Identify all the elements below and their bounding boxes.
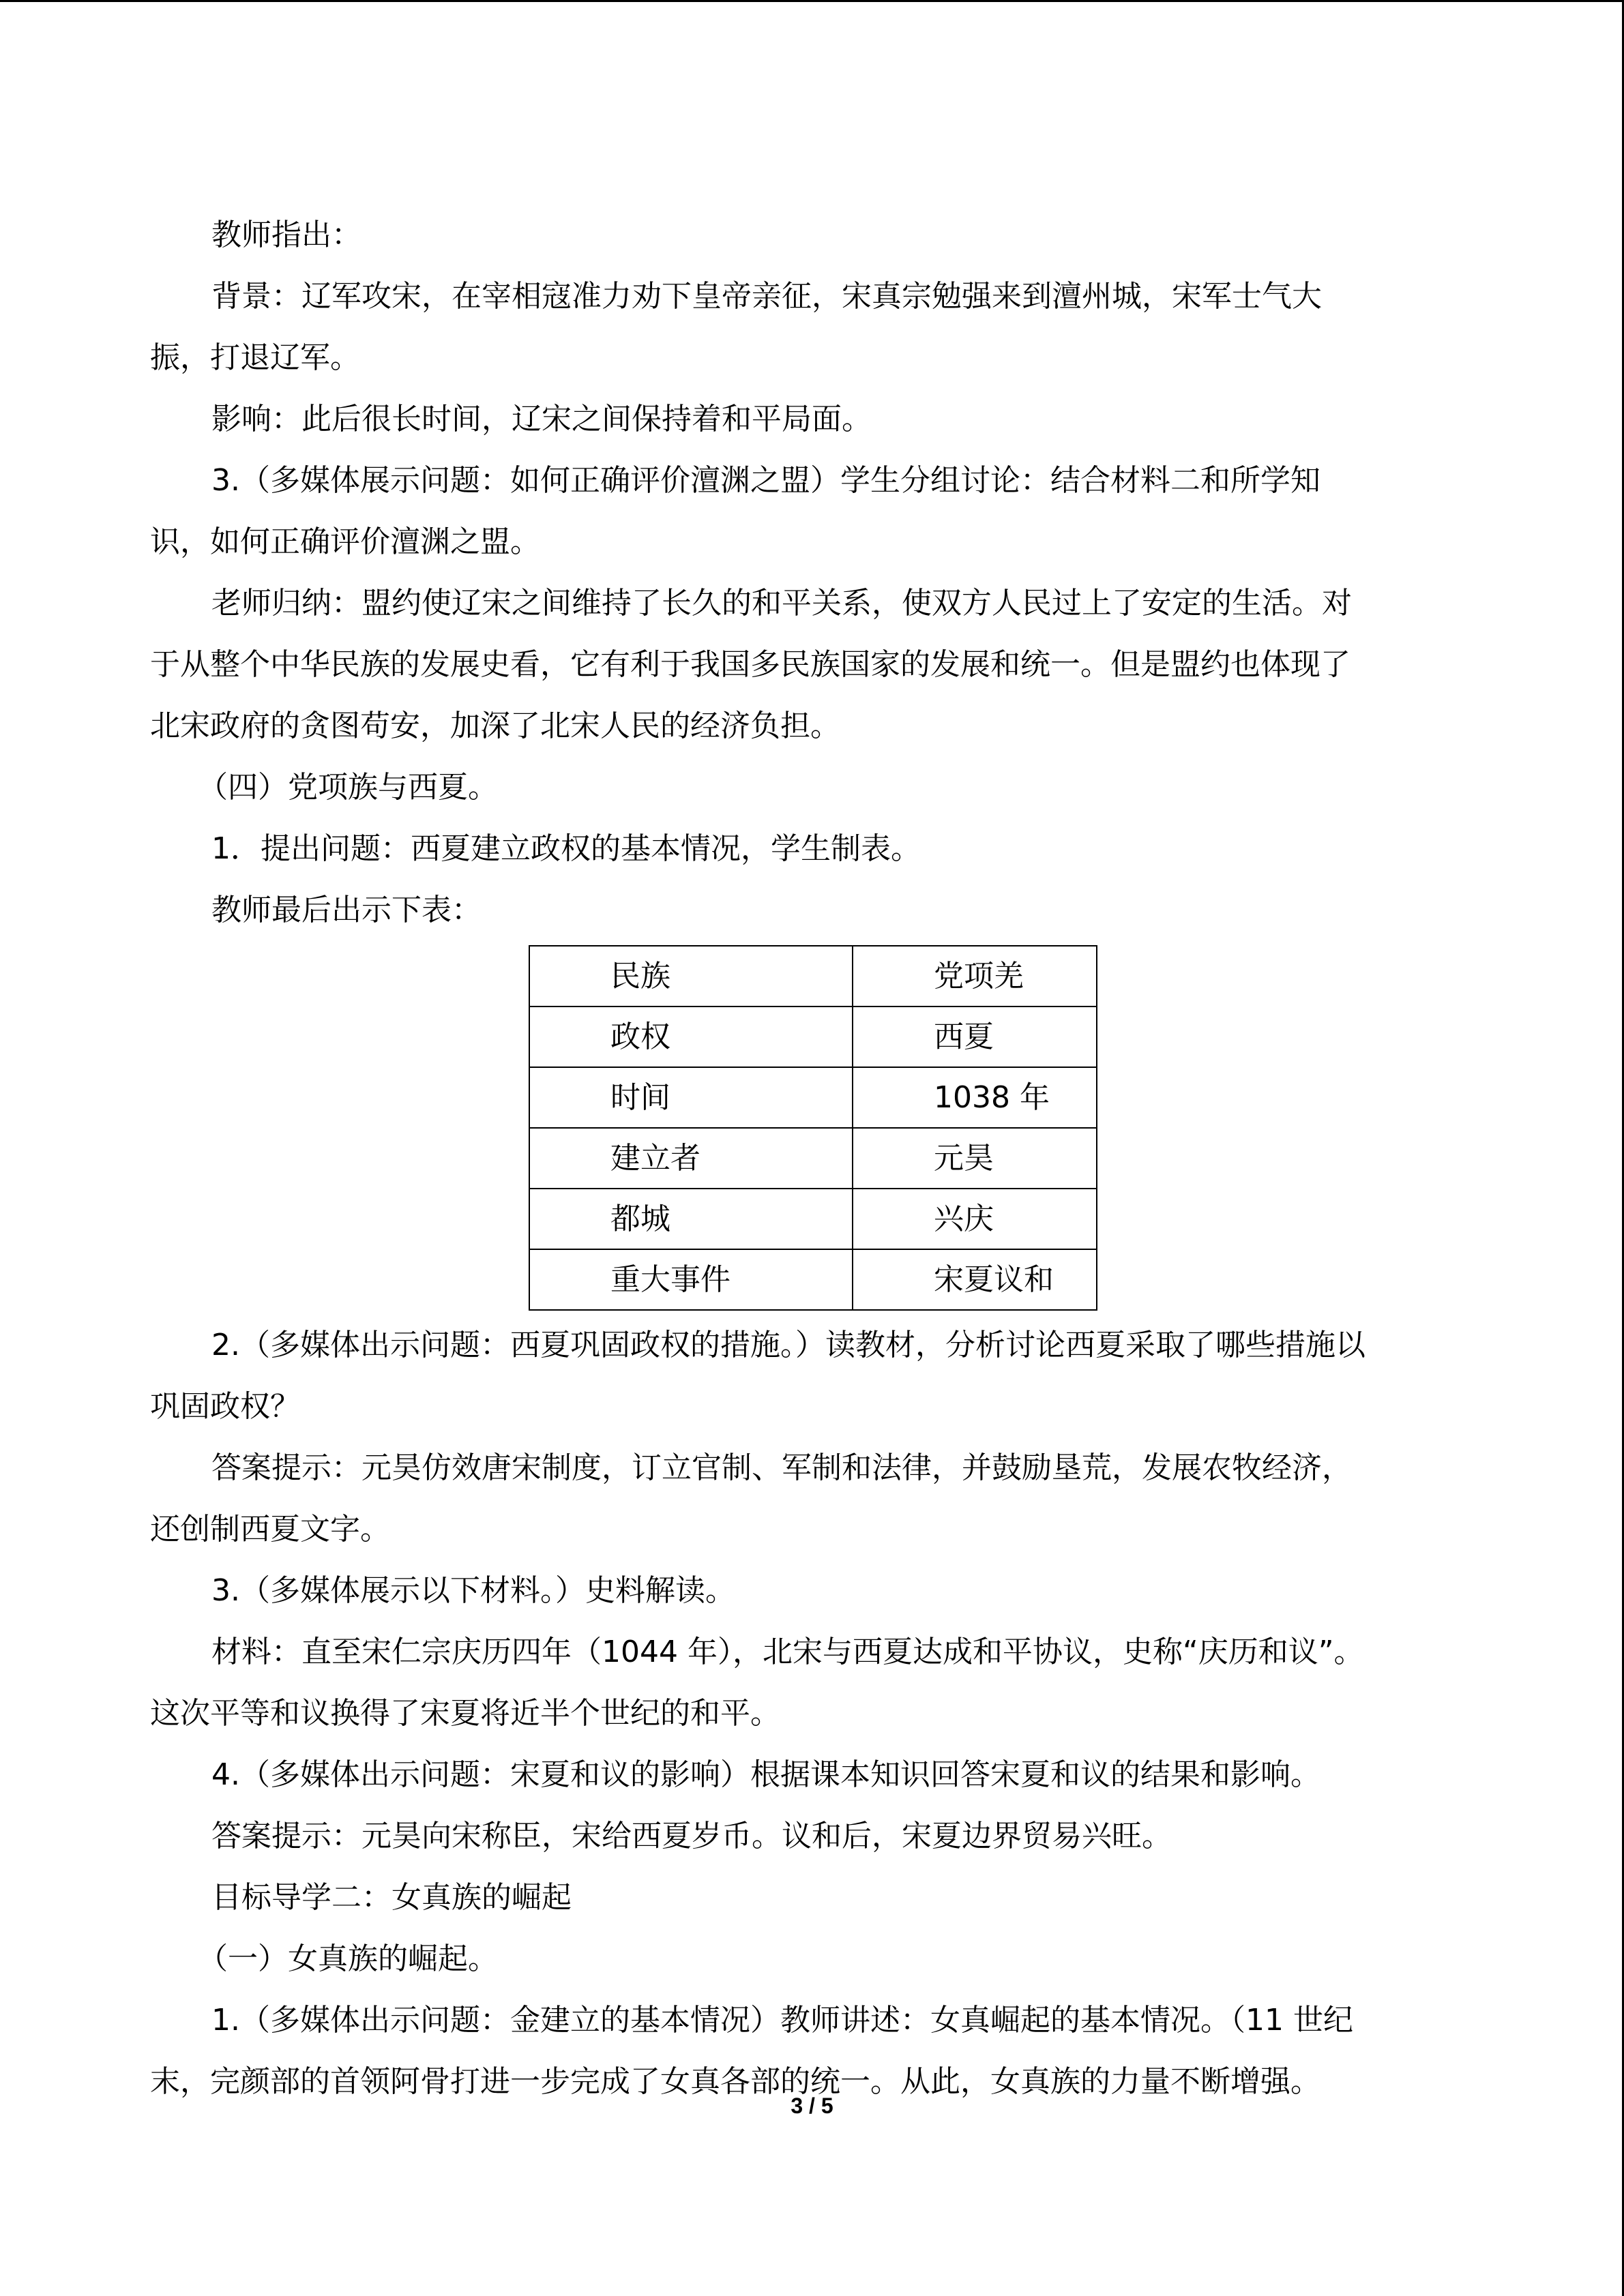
table-row [529,1249,1097,1310]
paragraph-question-2: 2.（多媒体出示问题：西夏巩固政权的措施。）读教材，分析讨论西夏采取了哪些措施以 [211,1328,1365,1362]
table-row [529,946,1097,1007]
table-cell-value: 西夏 [853,1007,1097,1067]
paragraph-answer-hint-1: 答案提示：元昊仿效唐宋制度，订立官制、军制和法律，并鼓励垦荒，发展农牧经济， [211,1450,1352,1485]
paragraph-question-3: 3.（多媒体展示问题：如何正确评价澶渊之盟）学生分组讨论：结合材料二和所学知 [211,463,1320,498]
paragraph-question-jin-cont: 末，完颜部的首领阿骨打进一步完成了女真各部的统一。从此，女真族的力量不断增强。 [150,2064,1320,2099]
table-row [529,1007,1097,1067]
page-number: 3 / 5 [791,2093,833,2118]
paragraph-table-intro: 教师最后出示下表： [211,893,482,927]
paragraph-summary: 老师归纳：盟约使辽宋之间维持了长久的和平关系，使双方人民过上了安定的生活。对 [211,586,1352,621]
table-cell-value: 党项羌 [853,946,1097,1007]
table-cell-label: 建立者 [529,1128,853,1189]
xixia-info-table [529,945,1097,1311]
paragraph-background-cont: 振，打退辽军。 [150,340,360,375]
table-cell-value: 兴庆 [853,1189,1097,1249]
paragraph-question-4: 4.（多媒体出示问题：宋夏和议的影响）根据课本知识回答宋夏和议的结果和影响。 [211,1757,1320,1792]
paragraph-background: 背景：辽军攻宋，在宰相寇准力劝下皇帝亲征，宋真宗勉强来到澶州城，宋军士气大 [211,279,1322,314]
section-heading-nuzhen: （一）女真族的崛起。 [198,1941,498,1976]
table-row [529,1189,1097,1249]
paragraph-question-3-cont: 识，如何正确评价澶渊之盟。 [150,524,540,559]
table-cell-value: 宋夏议和 [853,1249,1097,1310]
table-cell-label: 民族 [529,946,853,1007]
paragraph-question-2-cont: 巩固政权？ [150,1389,300,1424]
table-cell-label: 都城 [529,1189,853,1249]
paragraph-question-1: 1．提出问题：西夏建立政权的基本情况，学生制表。 [211,831,921,866]
page-border-top [0,0,1624,2]
table-cell-label: 重大事件 [529,1249,853,1310]
table-row [529,1067,1097,1128]
xixia-table-wrapper [529,945,1473,1311]
table-cell-value: 1038 年 [853,1067,1097,1128]
document-body [150,205,1473,2113]
paragraph-summary-cont-1: 于从整个中华民族的发展史看，它有利于我国多民族国家的发展和统一。但是盟约也体现了 [150,647,1350,682]
section-heading-goal-2: 目标导学二：女真族的崛起 [211,1880,572,1915]
table-cell-label: 政权 [529,1007,853,1067]
table-row [529,1128,1097,1189]
paragraph-material-cont: 这次平等和议换得了宋夏将近半个世纪的和平。 [150,1696,780,1731]
paragraph-answer-hint-1-cont: 还创制西夏文字。 [150,1512,390,1547]
paragraph-material: 材料：直至宋仁宗庆历四年（1044 年），北宋与西夏达成和平协议，史称“庆历和议”。 [211,1635,1364,1669]
paragraph-influence: 影响：此后很长时间，辽宋之间保持着和平局面。 [211,402,872,436]
section-heading-dangxiang: （四）党项族与西夏。 [198,770,498,805]
paragraph-answer-hint-2: 答案提示：元昊向宋称臣，宋给西夏岁币。议和后，宋夏边界贸易兴旺。 [211,1819,1172,1853]
paragraph-summary-cont-2: 北宋政府的贪图苟安，加深了北宋人民的经济负担。 [150,709,840,743]
table-cell-value: 元昊 [853,1128,1097,1189]
paragraph-question-3b: 3.（多媒体展示以下材料。）史料解读。 [211,1573,735,1608]
paragraph-question-jin: 1.（多媒体出示问题：金建立的基本情况）教师讲述：女真崛起的基本情况。（11 世纪 [211,2003,1353,2038]
table-cell-label: 时间 [529,1067,853,1128]
paragraph-teacher-points: 教师指出： [211,218,361,252]
